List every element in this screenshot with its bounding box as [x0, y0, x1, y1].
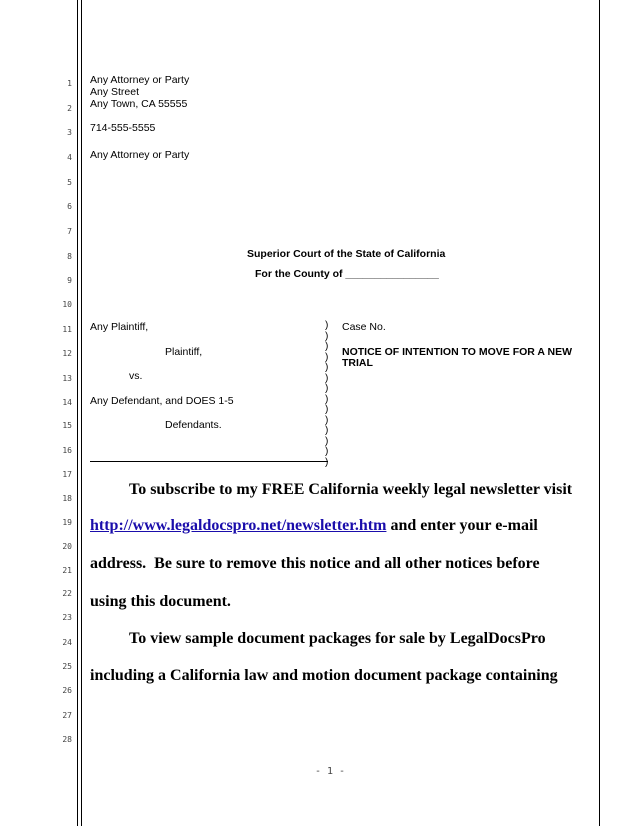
- caption-vs: vs.: [129, 370, 143, 382]
- line-number: 7: [67, 227, 72, 236]
- caption-paren: ): [325, 320, 329, 331]
- caption-paren: ): [325, 330, 329, 342]
- court-county: For the County of ________________: [255, 268, 439, 280]
- page-number: - 1 -: [314, 766, 346, 777]
- line-number: 1: [67, 79, 72, 88]
- line-number: 14: [62, 398, 72, 407]
- line-number: 15: [62, 421, 72, 430]
- line-number: 28: [62, 735, 72, 744]
- document-title-line2: TRIAL: [342, 357, 373, 369]
- line-number: 6: [67, 202, 72, 211]
- caption-paren: ): [325, 362, 329, 373]
- line-number: 18: [62, 494, 72, 503]
- attorney-city: Any Town, CA 55555: [90, 98, 188, 110]
- line-number: 27: [62, 711, 72, 720]
- margin-rule-left-inner: [81, 0, 82, 826]
- body-p2-line2: including a California law and motion document package containing: [90, 667, 558, 684]
- line-number: 10: [62, 300, 72, 309]
- line-number: 22: [62, 589, 72, 598]
- line-number: 5: [67, 178, 72, 187]
- line-number: 3: [67, 128, 72, 137]
- caption-defendant: Any Defendant, and DOES 1-5: [90, 395, 234, 407]
- caption-paren: ): [325, 404, 329, 415]
- caption-plaintiff: Any Plaintiff,: [90, 321, 149, 333]
- body-p1-line2: http://www.legaldocspro.net/newsletter.htm and enter your e-mail: [90, 517, 538, 534]
- caption-plaintiff-role: Plaintiff,: [165, 346, 203, 358]
- margin-rule-right: [599, 0, 600, 826]
- line-number: 21: [62, 566, 72, 575]
- caption-paren: ): [325, 393, 329, 405]
- newsletter-link[interactable]: http://www.legaldocspro.net/newsletter.htm: [90, 517, 387, 534]
- attorney-for-party: Any Attorney or Party: [90, 149, 190, 161]
- attorney-street: Any Street: [90, 86, 140, 98]
- line-number: 24: [62, 638, 72, 647]
- caption-paren: ): [325, 383, 329, 394]
- line-number: 19: [62, 518, 72, 527]
- line-number: 8: [67, 252, 72, 261]
- caption-defendant-role: Defendants.: [165, 419, 222, 431]
- caption-paren: ): [325, 456, 329, 468]
- body-p2-line1: To view sample document packages for sale by LegalDocsPro: [129, 630, 546, 647]
- line-number: 20: [62, 542, 72, 551]
- case-number-label: Case No.: [342, 321, 386, 333]
- body-p1-line1: To subscribe to my FREE California weekly legal newsletter visit: [129, 481, 573, 498]
- caption-parentheses: [325, 321, 328, 468]
- caption-paren: ): [325, 435, 329, 447]
- margin-rule-left-outer: [77, 0, 78, 826]
- line-number: 16: [62, 446, 72, 455]
- caption-underline: [90, 461, 328, 462]
- line-number: 25: [62, 662, 72, 671]
- body-p1-line3: address. Be sure to remove this notice and all other notices before: [90, 555, 540, 572]
- caption-paren: ): [325, 372, 329, 384]
- line-number: 12: [62, 349, 72, 358]
- line-number: 13: [62, 374, 72, 383]
- court-name: Superior Court of the State of California: [247, 248, 446, 260]
- line-number: 2: [67, 104, 72, 113]
- attorney-phone: 714-555-5555: [90, 122, 156, 134]
- line-number: 4: [67, 153, 72, 162]
- document-title-line1: NOTICE OF INTENTION TO MOVE FOR A NEW: [342, 346, 573, 358]
- line-number: 26: [62, 686, 72, 695]
- caption-paren: ): [325, 446, 329, 457]
- caption-paren: ): [325, 351, 329, 363]
- line-number: 23: [62, 613, 72, 622]
- body-p1-line4: using this document.: [90, 593, 231, 610]
- line-number: 11: [62, 325, 72, 334]
- attorney-name: Any Attorney or Party: [90, 74, 190, 86]
- caption-paren: ): [325, 414, 329, 426]
- line-number: 17: [62, 470, 72, 479]
- caption-paren: ): [325, 341, 329, 352]
- line-number: 9: [67, 276, 72, 285]
- caption-paren: ): [325, 425, 329, 436]
